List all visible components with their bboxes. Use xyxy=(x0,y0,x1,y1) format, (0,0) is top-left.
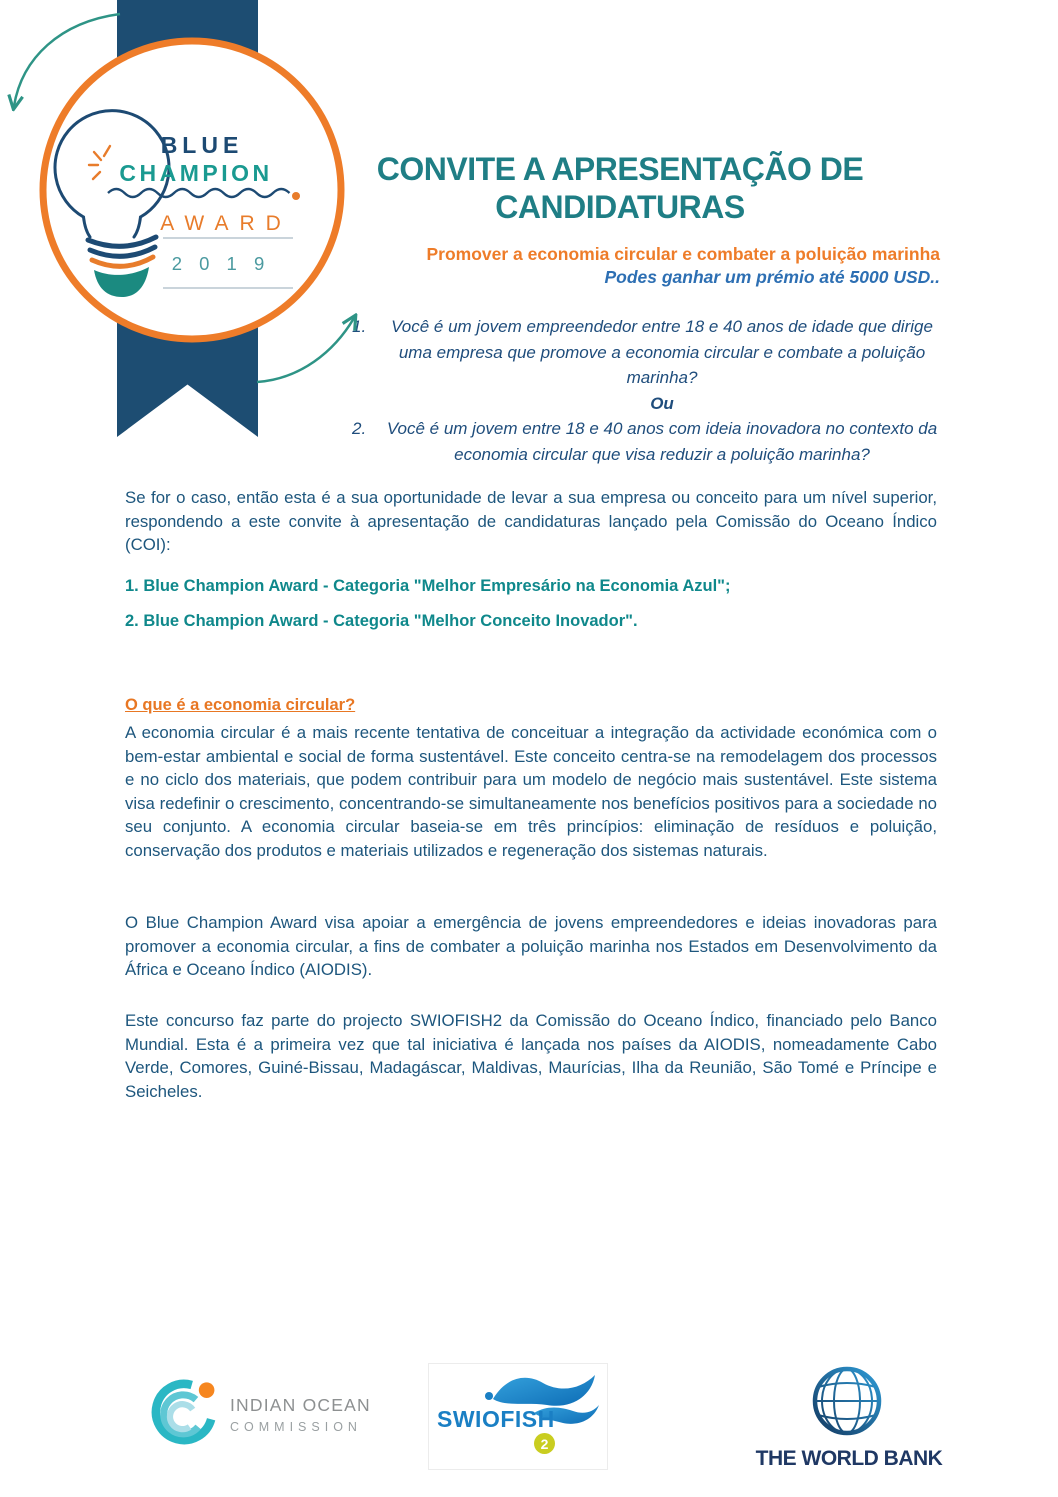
badge-word-award: AWARD xyxy=(160,212,292,235)
indian-ocean-commission-logo xyxy=(120,1357,388,1474)
paragraph-circular-economy: A economia circular é a mais recente tentativa de conceituar a integração da actividade económica com o bem-estar ambiental e social de forma sustentável. Este conceito centra-se na remodelagem dos processos e no ciclo dos materiais, que podem contribuir para um modelo de negócio mais sustentável. Este sistema visa redefinir o crescimento, concentrando-se simultaneamente nos benefícios positivos para a sociedade no seu conjunto. A economia circular baseia-se em três princípios: eliminação de resíduos e poluição, conservação dos produtos e materiais utilizados e regeneração dos sistemas naturais. xyxy=(125,723,937,860)
subtitle-block xyxy=(330,243,940,289)
paragraph-award-goal: O Blue Champion Award visa apoiar a emergência de jovens empreendedores e ideias inovadoras para promover a economia circular, a fins de combater a poluição marinha nos Estados em Desenvolvimento da África e Oceano Índico (AIODIS). xyxy=(125,913,937,979)
badge-word-champion: CHAMPION xyxy=(119,160,273,186)
badge-circle xyxy=(43,41,341,339)
blue-champion-award-logo xyxy=(32,34,352,354)
swiofish-wordmark: SWIOFISH xyxy=(437,1406,555,1432)
page-title-line2: CANDIDATURAS xyxy=(495,189,745,225)
section-header: O que é a economia circular? xyxy=(125,696,356,714)
swiofish-number-badge: 2 xyxy=(534,1433,555,1454)
list-item-number: 2. xyxy=(352,419,367,438)
intro-questions-list xyxy=(352,314,940,467)
world-bank-globe-icon xyxy=(801,1361,893,1445)
badge-orange-dot xyxy=(292,192,300,200)
paragraph-intro: Se for o caso, então esta é a sua oportunidade de levar a sua empresa ou conceito para um nível superior, respondendo a este convite à apresentação de candidaturas lançado pela Comissão do Oceano Índico (COI): xyxy=(125,488,937,554)
list-item-number: 1. xyxy=(352,317,367,336)
list-item-text: Você é um jovem empreendedor entre 18 e 40 anos de idade que dirige uma empresa que promove a economia circular e combate a poluição marinha? xyxy=(391,317,933,387)
paragraph-swiofish-project: Este concurso faz parte do projecto SWIOFISH2 da Comissão do Oceano Índico, financiado pelo Banco Mundial. Esta é a primeira vez que tal iniciativa é lançada nos países da AIODIS, nomeadamente Cabo Verde, Comores, Guiné-Bissau, Madagáscar, Maldivas, Maurícias, Ilha da Reunião, São Tomé e Príncipe e Seicheles. xyxy=(125,1011,937,1101)
ioc-name: INDIAN OCEAN xyxy=(230,1395,371,1415)
badge-word-blue: BLUE xyxy=(160,132,244,158)
swiofish2-logo xyxy=(428,1363,608,1470)
list-item-text: Você é um jovem entre 18 e 40 anos com ideia inovadora no contexto da economia circular que visa reduzir a poluição marinha? xyxy=(386,419,938,464)
list-separator-ou: Ou xyxy=(650,393,674,413)
subtitle-prize: Podes ganhar um prémio até 5000 USD.. xyxy=(604,267,940,287)
ioc-subname: COMMISSION xyxy=(230,1420,362,1434)
ioc-swirl-icon xyxy=(145,1373,223,1451)
list-item xyxy=(352,314,940,391)
page-title xyxy=(330,150,910,226)
ioc-wordmark xyxy=(230,1395,371,1434)
category-line-2: 2. Blue Champion Award - Categoria "Melhor Conceito Inovador". xyxy=(125,612,638,630)
world-bank-wordmark: THE WORLD BANK xyxy=(755,1447,943,1470)
list-item xyxy=(352,416,940,467)
category-line-1: 1. Blue Champion Award - Categoria "Melhor Empresário na Economia Azul"; xyxy=(125,577,731,595)
subtitle-orange: Promover a economia circular e combater a poluição marinha xyxy=(426,244,940,264)
page-title-line1: CONVITE A APRESENTAÇÃO DE xyxy=(376,151,864,187)
badge-year: 2 0 1 9 xyxy=(171,253,271,274)
world-bank-logo xyxy=(753,1355,945,1497)
